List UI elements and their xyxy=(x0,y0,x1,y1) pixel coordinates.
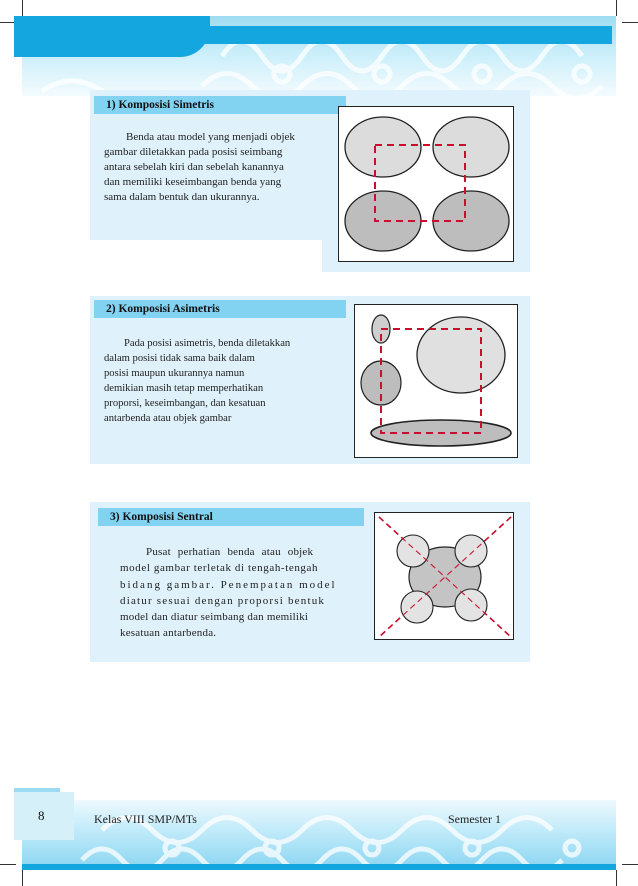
text-line: dalam posisi tidak sama baik dalam xyxy=(104,353,255,364)
shape-corner-bottom-left xyxy=(401,591,433,623)
crop-mark xyxy=(22,870,23,886)
crop-mark xyxy=(0,864,16,865)
text-line: model gambar terletak di tengah-tengah xyxy=(120,562,319,575)
shape-top-left xyxy=(345,117,421,177)
shape-corner-bottom-right xyxy=(455,589,487,621)
shape-corner-top-right xyxy=(455,535,487,567)
crop-mark xyxy=(622,22,638,23)
footer-ornament-band xyxy=(22,800,616,866)
figure-asymmetric-drawing xyxy=(355,305,519,459)
figure-asymmetric xyxy=(354,304,518,458)
footer-swirl-pattern xyxy=(22,800,616,866)
section-title-asymmetric: 2) Komposisi Asimetris xyxy=(94,300,346,318)
crop-mark xyxy=(616,0,617,16)
text-line: demikian masih tetap memperhatikan xyxy=(104,383,264,394)
header-tab xyxy=(14,16,210,57)
text-line: Pusat perhatian benda atau objek xyxy=(146,546,314,558)
text-line: bidang gambar. Penempatan model xyxy=(120,578,337,591)
text-line: kesatuan antarbenda. xyxy=(120,627,217,640)
text-line: dan memiliki keseimbangan benda yang xyxy=(104,176,282,188)
figure-symmetric xyxy=(338,106,514,262)
footer-stripe xyxy=(22,864,616,870)
crop-mark xyxy=(622,864,638,865)
text-line: Pada posisi asimetris, benda diletakkan xyxy=(124,338,291,349)
figure-symmetric-drawing xyxy=(339,107,515,263)
section-text-asymmetric xyxy=(104,336,310,426)
text-line: proporsi, keseimbangan, dan kesatuan xyxy=(104,398,266,409)
figure-central-drawing xyxy=(375,513,515,641)
text-line: model dan diatur seimbang dan memiliki xyxy=(120,611,309,624)
text-line: posisi maupun ukurannya namun xyxy=(104,368,245,379)
footer-book-title: Kelas VIII SMP/MTs xyxy=(94,812,197,826)
figure-central xyxy=(374,512,514,640)
crop-mark xyxy=(616,870,617,886)
page-number: 8 xyxy=(38,808,45,823)
section-text-symmetric xyxy=(104,130,320,205)
text-line: Benda atau model yang menjadi objek xyxy=(126,131,295,143)
section-text-central xyxy=(120,544,358,642)
section-title-central: 3) Komposisi Sentral xyxy=(98,508,364,526)
shape-corner-top-left xyxy=(397,535,429,567)
text-line: diatur sesuai dengan proporsi bentuk xyxy=(120,594,326,607)
text-line: gambar diletakkan pada posisi seimbang xyxy=(104,146,283,158)
text-line: antara sebelah kiri dan sebelah kanannya xyxy=(104,161,284,173)
shape-top-right xyxy=(433,117,509,177)
text-line: sama dalam bentuk dan ukurannya. xyxy=(104,191,260,203)
section-title-symmetric: 1) Komposisi Simetris xyxy=(94,96,346,114)
text-line: antarbenda atau objek gambar xyxy=(104,413,232,424)
footer-semester: Semester 1 xyxy=(448,812,501,826)
crop-mark xyxy=(22,0,23,16)
